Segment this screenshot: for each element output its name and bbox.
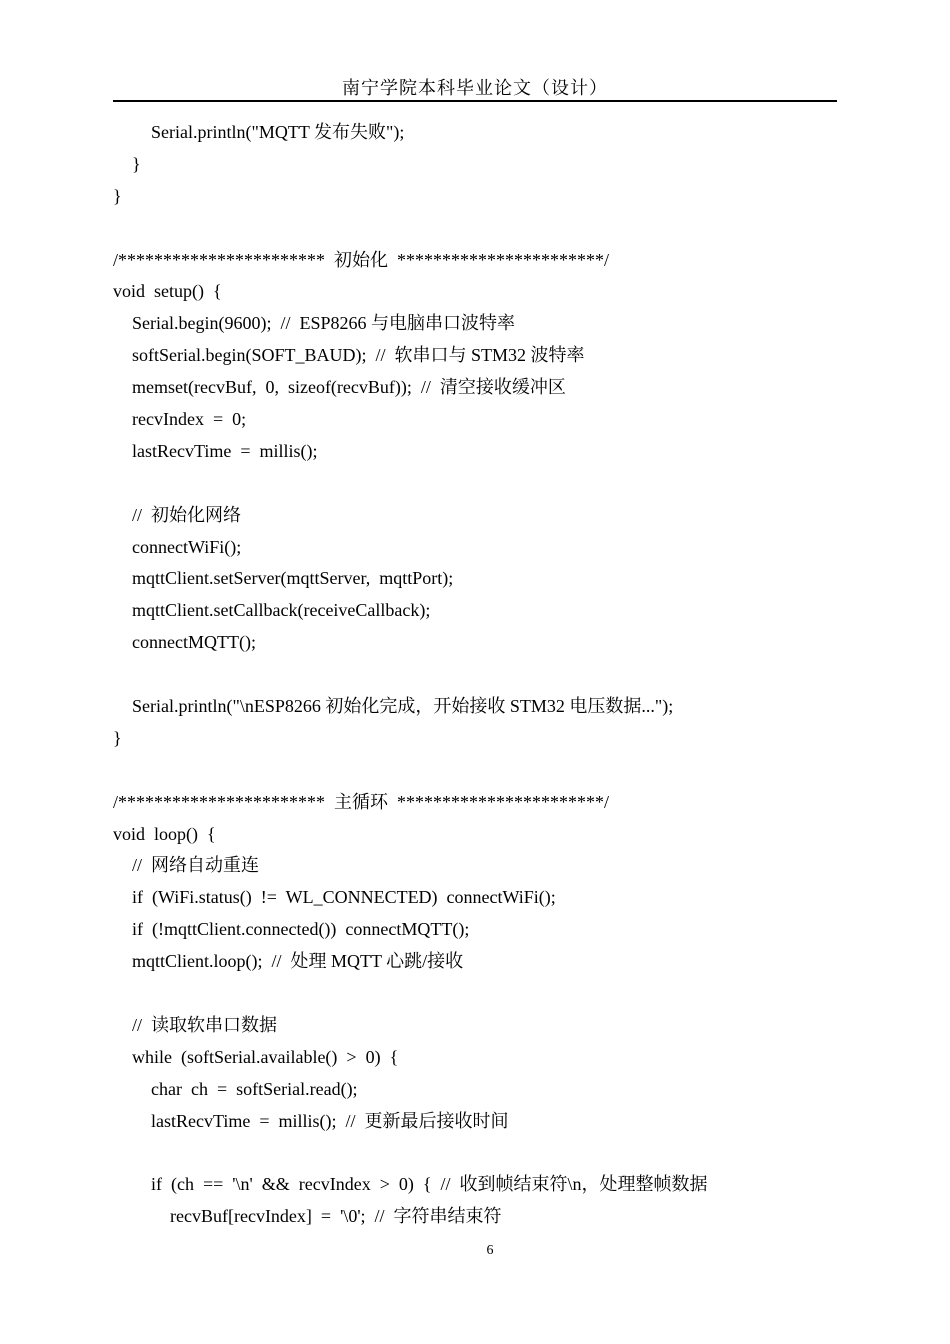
code-line: /*********************** 主循环 ***********************/ — [113, 791, 610, 812]
header-rule — [113, 100, 837, 102]
code-line: if (WiFi.status() != WL_CONNECTED) connectWiFi(); — [132, 887, 556, 908]
code-line: connectMQTT(); — [132, 632, 256, 653]
code-line: mqttClient.setCallback(receiveCallback); — [132, 600, 431, 621]
code-line: } — [132, 153, 141, 174]
code-line: memset(recvBuf, 0, sizeof(recvBuf)); // 清空接收缓冲区 — [132, 377, 566, 398]
code-blank-line — [113, 213, 837, 245]
code-line: void loop() { — [113, 823, 216, 844]
code-line: if (!mqttClient.connected()) connectMQTT(); — [132, 919, 470, 940]
code-line: // 网络自动重连 — [132, 855, 260, 876]
code-line: void setup() { — [113, 281, 222, 302]
code-line: if (ch == '\n' && recvIndex > 0) { // 收到帧结束符\n，处理整帧数据 — [151, 1174, 708, 1195]
code-line: connectWiFi(); — [132, 536, 242, 557]
page-number: 6 — [486, 1243, 494, 1258]
page-header-title: 南宁学院本科毕业论文（设计） — [342, 78, 608, 98]
code-line: Serial.begin(9600); // ESP8266 与电脑串口波特率 — [132, 313, 515, 334]
code-line: } — [113, 185, 122, 206]
code-line: char ch = softSerial.read(); — [151, 1078, 358, 1099]
code-line: lastRecvTime = millis(); // 更新最后接收时间 — [151, 1110, 509, 1131]
code-line: Serial.println("\nESP8266 初始化完成，开始接收 STM32 电压数据..."); — [132, 696, 674, 717]
code-line: Serial.println("MQTT 发布失败"); — [151, 122, 405, 142]
code-line: while (softSerial.available() > 0) { — [132, 1046, 399, 1067]
code-line: // 初始化网络 — [132, 504, 242, 525]
code-line: recvIndex = 0; — [132, 409, 247, 430]
code-listing — [113, 117, 837, 1233]
code-line: } — [113, 727, 122, 748]
code-line: recvBuf[recvIndex] = '\0'; // 字符串结束符 — [170, 1206, 502, 1227]
code-line: // 读取软串口数据 — [132, 1014, 278, 1035]
code-blank-line — [113, 1138, 837, 1170]
code-blank-line — [113, 659, 837, 691]
code-line: lastRecvTime = millis(); — [132, 440, 318, 461]
code-line: mqttClient.loop(); // 处理 MQTT 心跳/接收 — [132, 951, 464, 972]
code-blank-line — [113, 468, 837, 500]
code-blank-line — [113, 978, 837, 1010]
code-line: mqttClient.setServer(mqttServer, mqttPort); — [132, 568, 454, 589]
code-line: /*********************** 初始化 ***********************/ — [113, 249, 610, 270]
code-line: softSerial.begin(SOFT_BAUD); // 软串口与 STM32 波特率 — [132, 345, 585, 366]
code-blank-line — [113, 755, 837, 787]
